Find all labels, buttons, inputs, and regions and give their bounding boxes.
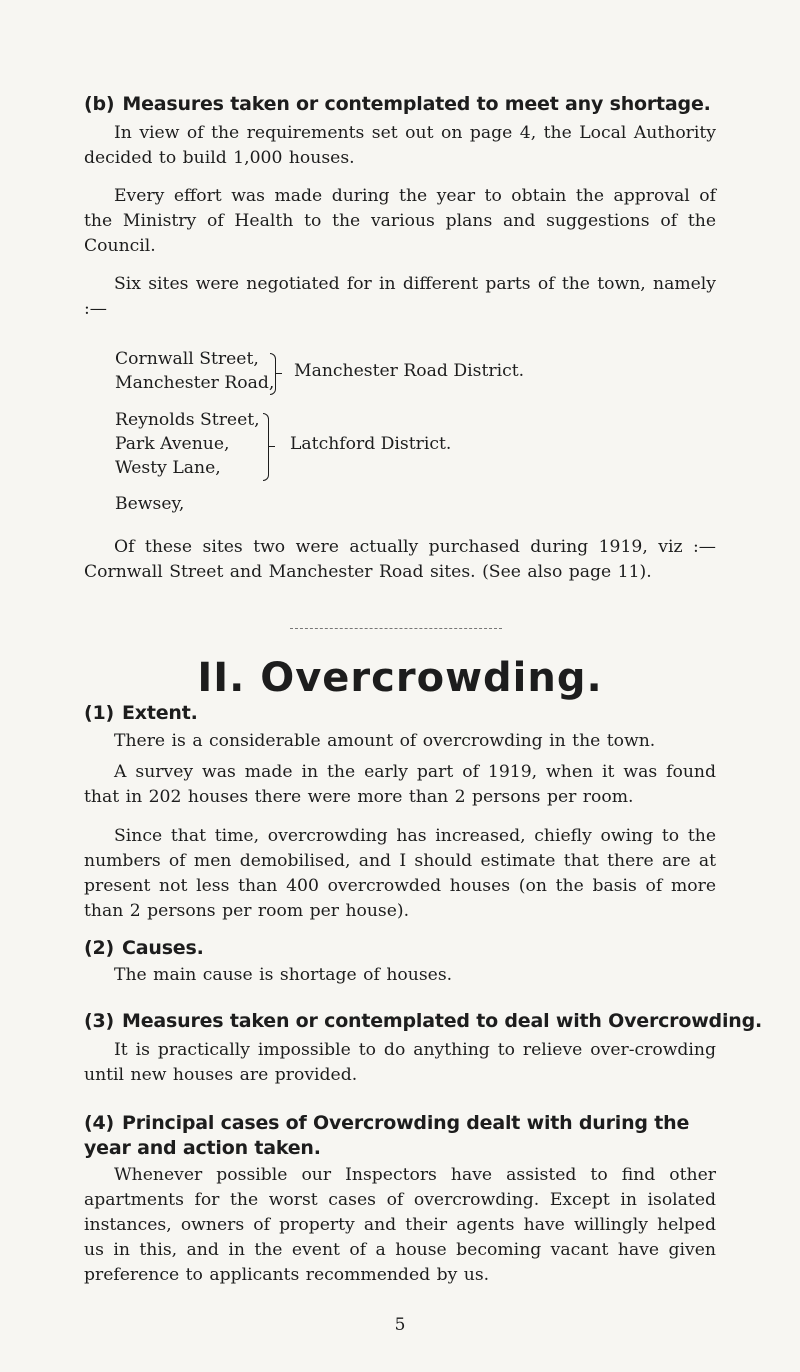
paragraph-sites-purchased: Of these sites two were actually purchased during 1919, viz :— Cornwall Street and Manchester Road sites. (See also page 11). xyxy=(84,537,716,582)
site-name: Cornwall Street, xyxy=(115,349,259,369)
paragraph-six-sites: Six sites were negotiated for in different parts of the town, namely :— xyxy=(84,274,716,319)
subsection-title: Measures taken or contemplated to deal with Overcrowding. xyxy=(122,1010,763,1032)
site-name: Manchester Road, xyxy=(115,373,275,393)
paragraph-causes: The main cause is shortage of houses. xyxy=(114,965,453,985)
brace-tip-mark xyxy=(269,446,275,447)
subsection-number: (2) xyxy=(84,937,114,959)
subsection-heading-principal-cases xyxy=(84,1111,724,1161)
district-label: Manchester Road District. xyxy=(294,361,525,381)
site-name: Reynolds Street, xyxy=(115,410,260,430)
site-name: Park Avenue, xyxy=(115,434,230,454)
subsection-heading-extent xyxy=(84,702,198,724)
subsection-title: Extent. xyxy=(122,702,198,724)
paragraph-ministry-approval: Every effort was made during the year to obtain the approval of the Ministry of Health to the various plans and suggestions of the Council. xyxy=(84,186,716,256)
brace-mark xyxy=(263,413,269,481)
measures-heading-number: (b) xyxy=(84,93,115,115)
subsection-number: (3) xyxy=(84,1010,114,1032)
subsection-heading-causes xyxy=(84,937,204,959)
paragraph-extent-1: There is a considerable amount of overcrowding in the town. xyxy=(114,731,656,751)
subsection-title: Causes. xyxy=(122,937,204,959)
subsection-title: Principal cases of Overcrowding dealt with during the year and action taken. xyxy=(84,1112,690,1159)
page-number: 5 xyxy=(394,1315,406,1335)
site-name: Westy Lane, xyxy=(115,458,221,478)
section-title-overcrowding: II. Overcrowding. xyxy=(197,655,603,701)
site-name-bewsey: Bewsey, xyxy=(115,494,185,514)
subsection-number: (4) xyxy=(84,1112,114,1134)
paragraph-local-authority: In view of the requirements set out on page 4, the Local Authority decided to build 1,000 houses. xyxy=(84,123,716,168)
district-label: Latchford District. xyxy=(290,434,452,454)
paragraph-extent-2: A survey was made in the early part of 1919, when it was found that in 202 houses there were more than 2 persons per room. xyxy=(84,762,716,807)
paragraph-extent-3: Since that time, overcrowding has increased, chiefly owing to the numbers of men demobilised, and I should estimate that there are at present not less than 400 overcrowded houses (on the basis of more than 2 persons per room per house). xyxy=(84,826,716,921)
brace-mark xyxy=(270,353,276,395)
measures-heading-title: Measures taken or contemplated to meet any shortage. xyxy=(122,93,711,115)
brace-tip-mark xyxy=(276,373,282,374)
section-divider xyxy=(290,628,502,629)
paragraph-principal-cases: Whenever possible our Inspectors have assisted to find other apartments for the worst cases of overcrowding. Except in isolated instances, owners of property and their agents have willingly helped us in this, and in the event of a house becoming vacant have given preference to applicants recommended by us. xyxy=(84,1165,716,1285)
subsection-heading-measures xyxy=(84,1010,762,1032)
paragraph-measures: It is practically impossible to do anything to relieve over-crowding until new houses are provided. xyxy=(84,1040,716,1085)
measures-heading xyxy=(84,93,711,115)
subsection-number: (1) xyxy=(84,702,114,724)
